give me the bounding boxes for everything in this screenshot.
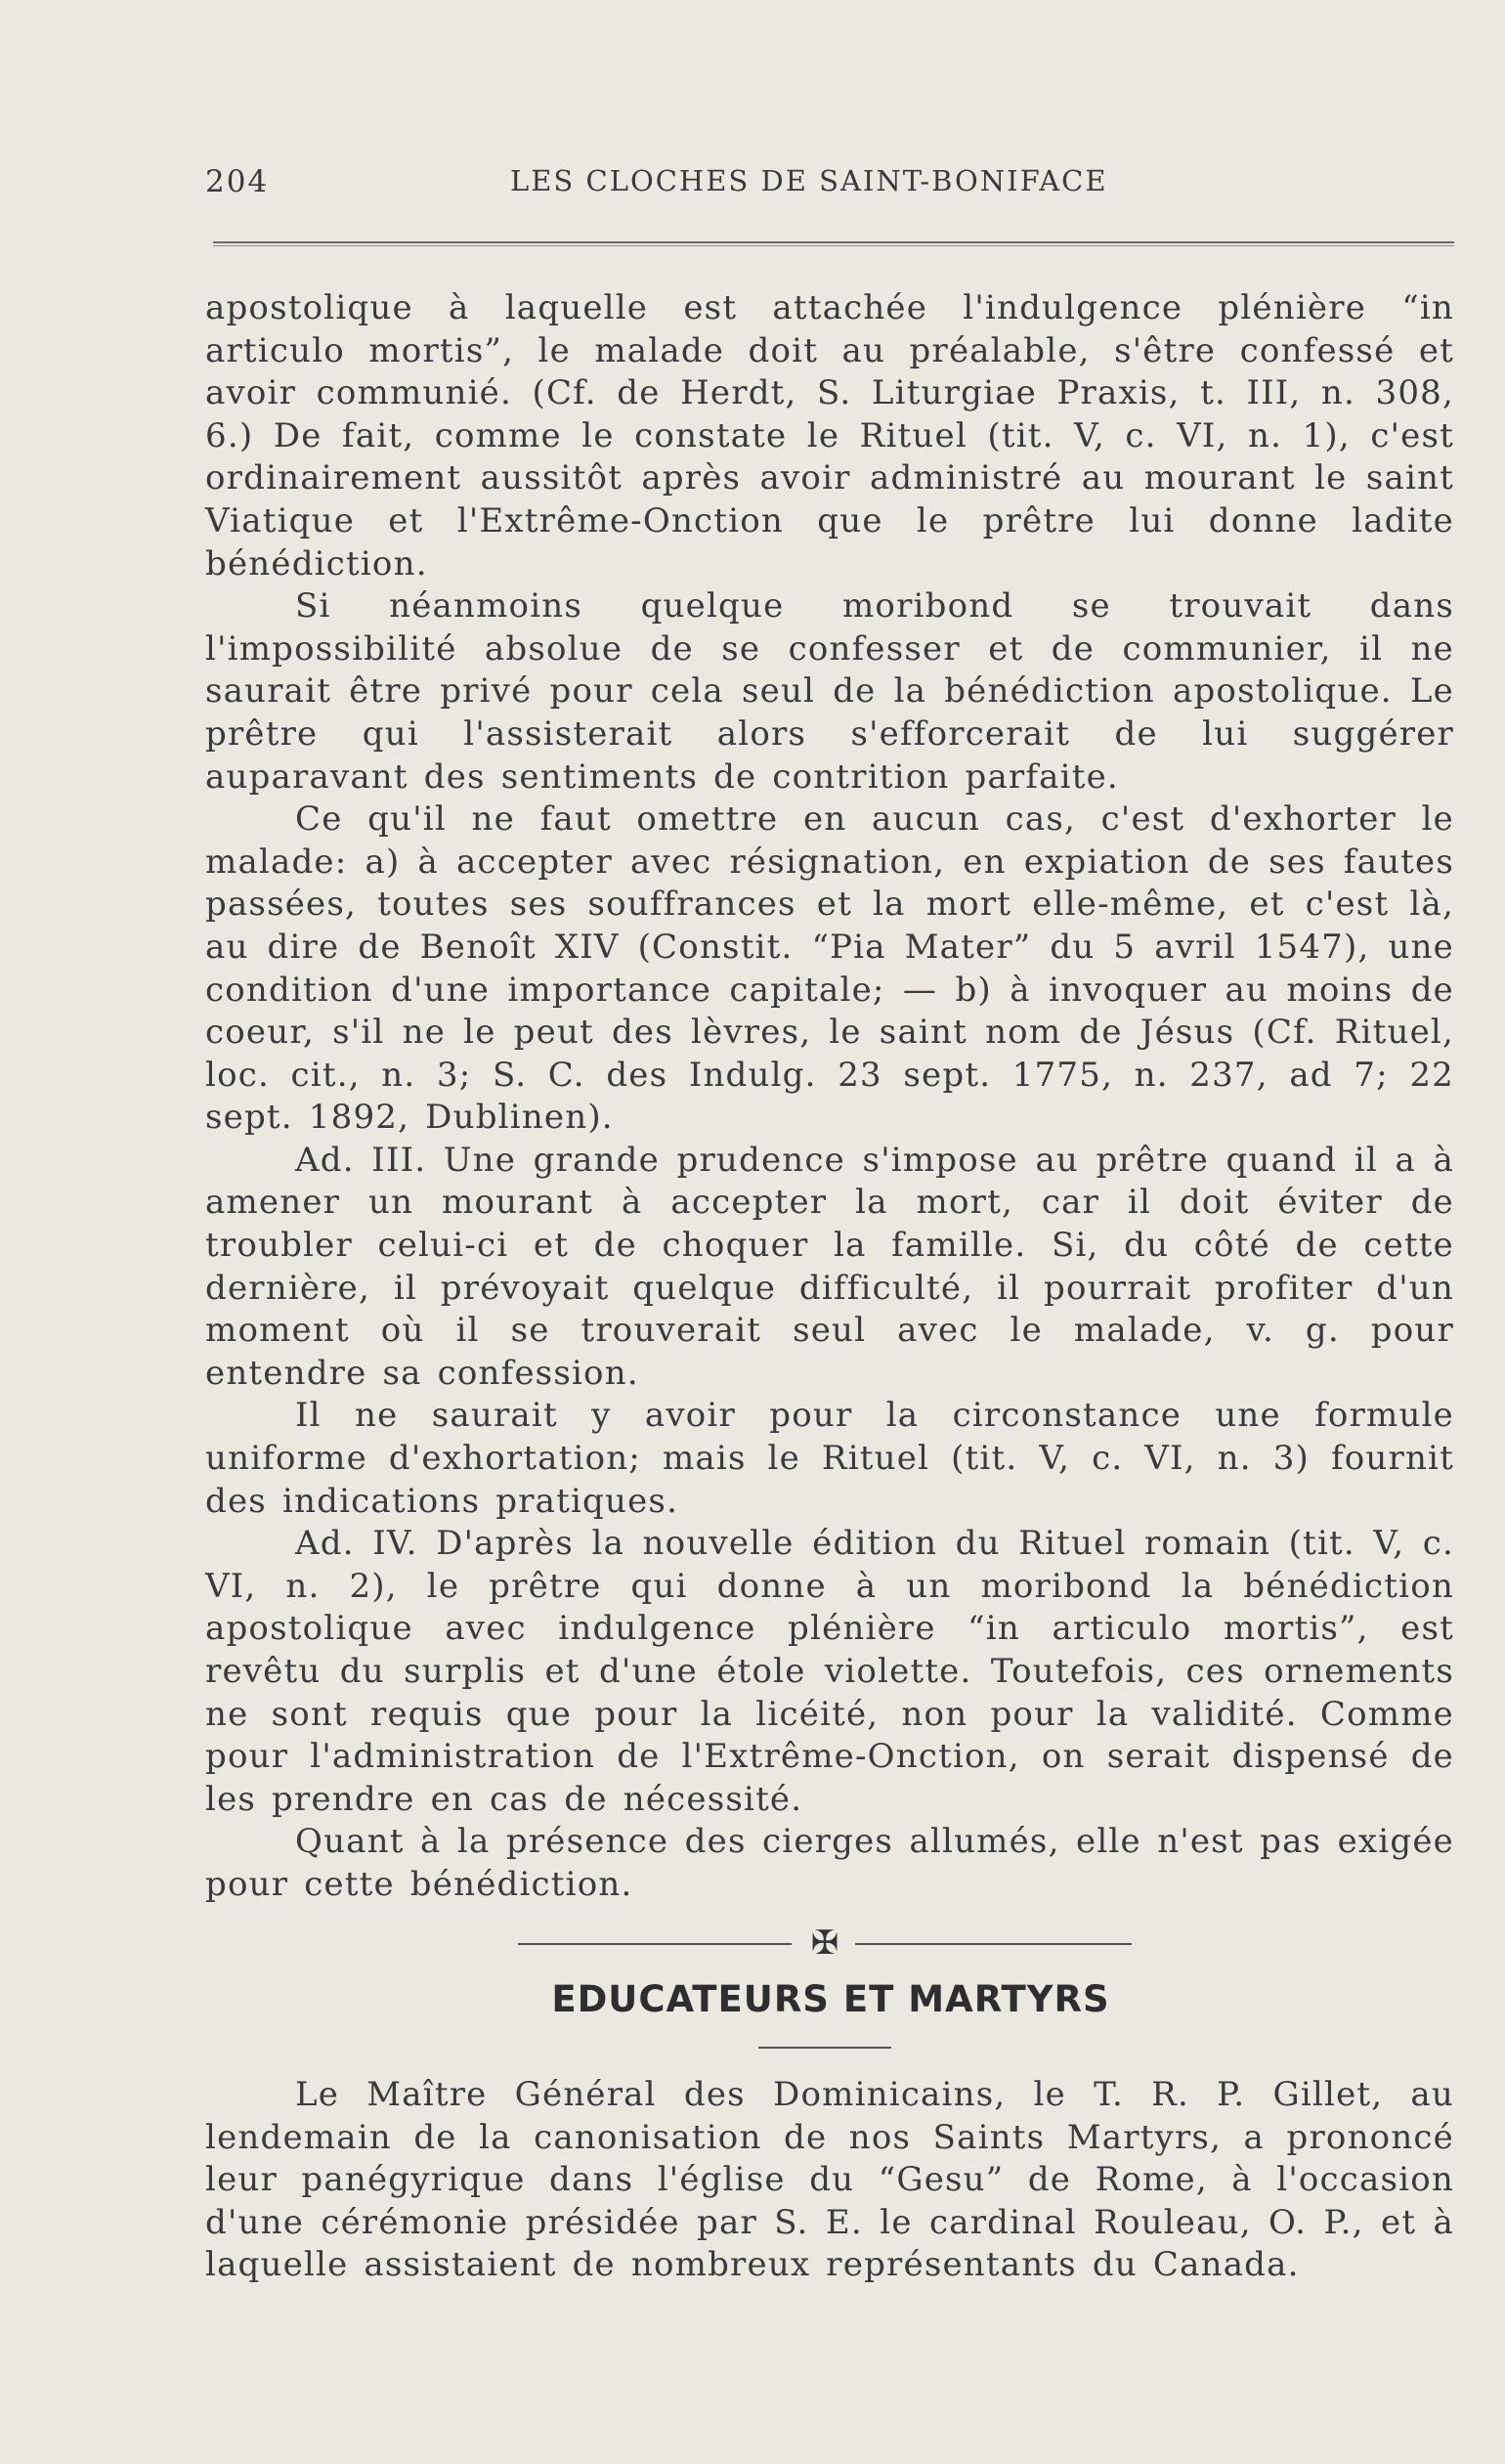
header-rule-thin bbox=[213, 245, 1454, 246]
divider-line-right bbox=[855, 1943, 1132, 1945]
page-header bbox=[205, 164, 1456, 203]
paragraph: Il ne saurait y avoir pour la circonstance une formule uniforme d'exhortation; mais le Rituel (tit. V, c. VI, n. 3) fournit des indications pratiques. bbox=[205, 1396, 1454, 1521]
paragraph: Ad. IV. D'après la nouvelle édition du Rituel romain (tit. V, c. VI, n. 2), le prêtre qui donne à un moribond la bénédiction apostolique avec indulgence plénière “in articulo mortis”, est revêtu du surplis et d'une étole violette. Toutefois, ces ornements ne sont requis que pour la licéité, non pour la validité. Comme pour l'administration de l'Extrême-Onction, on serait dispensé de les prendre en cas de nécessité. bbox=[205, 1524, 1454, 1819]
maltese-cross-icon: ✠ bbox=[810, 1924, 839, 1963]
header-rule bbox=[213, 241, 1454, 243]
running-title: LES CLOCHES DE SAINT-BONIFACE bbox=[510, 164, 1108, 197]
page-number: 204 bbox=[205, 164, 270, 199]
paragraph: Ad. III. Une grande prudence s'impose au prêtre quand il a à amener un mourant à accepter la mort, car il doit éviter de troubler celui-ci et de choquer la famille. Si, du côté de cette dernière, il prévoyait quelque difficulté, il pourrait profiter d'un moment où il se trouverait seul avec le malade, v. g. pour entendre sa confession. bbox=[205, 1140, 1454, 1393]
paragraph: Ce qu'il ne faut omettre en aucun cas, c'est d'exhorter le malade: a) à accepter avec résignation, en expiation de ses fautes passées, toutes ses souffrances et la mort elle-même, et c'est là, au dire de Benoît XIV (Constit. “Pia Mater” du 5 avril 1547), une condition d'une importance capitale; — b) à invoquer au moins de coeur, s'il ne le peut des lèvres, le saint nom de Jésus (Cf. Rituel, loc. cit., n. 3; S. C. des Indulg. 23 sept. 1775, n. 237, ad 7; 22 sept. 1892, Dublinen). bbox=[205, 800, 1454, 1138]
paragraph: Quant à la présence des cierges allumés, elle n'est pas exigée pour cette bénédiction. bbox=[205, 1822, 1454, 1904]
paragraph-continued: apostolique à laquelle est attachée l'indulgence plénière “in articulo mortis”, le malade doit au préalable, s'être confessé et avoir communié. (Cf. de Herdt, S. Liturgiae Praxis, t. III, n. 308, 6.) De fait, comme le constate le Rituel (tit. V, c. VI, n. 1), c'est ordinairement aussitôt après avoir administré au mourant le saint Viatique et l'Extrême-Onction que le prêtre lui donne ladite bénédiction. bbox=[205, 288, 1454, 584]
section-paragraph: Le Maître Général des Dominicains, le T. R. P. Gillet, au lendemain de la canonisation de nos Saints Martyrs, a prononcé leur panégyrique dans l'église du “Gesu” de Rome, à l'occasion d'une cérémonie présidée par S. E. le cardinal Rouleau, O. P., et à laquelle assistaient de nombreux représentants du Canada. bbox=[205, 2075, 1454, 2285]
paragraph: Si néanmoins quelque moribond se trouvait dans l'impossibilité absolue de se confesser et de communier, il ne saurait être privé pour cela seul de la bénédiction apostolique. Le prêtre qui l'assisterait alors s'efforcerait de lui suggérer auparavant des sentiments de contrition parfaite. bbox=[205, 586, 1454, 797]
section-text bbox=[205, 2074, 1454, 2287]
divider-line-left bbox=[518, 1943, 792, 1945]
section-divider bbox=[518, 1924, 1132, 1963]
title-underline bbox=[758, 2047, 891, 2049]
body-text bbox=[205, 287, 1454, 1907]
section-title: EDUCATEURS ET MARTYRS bbox=[551, 1978, 1110, 2020]
